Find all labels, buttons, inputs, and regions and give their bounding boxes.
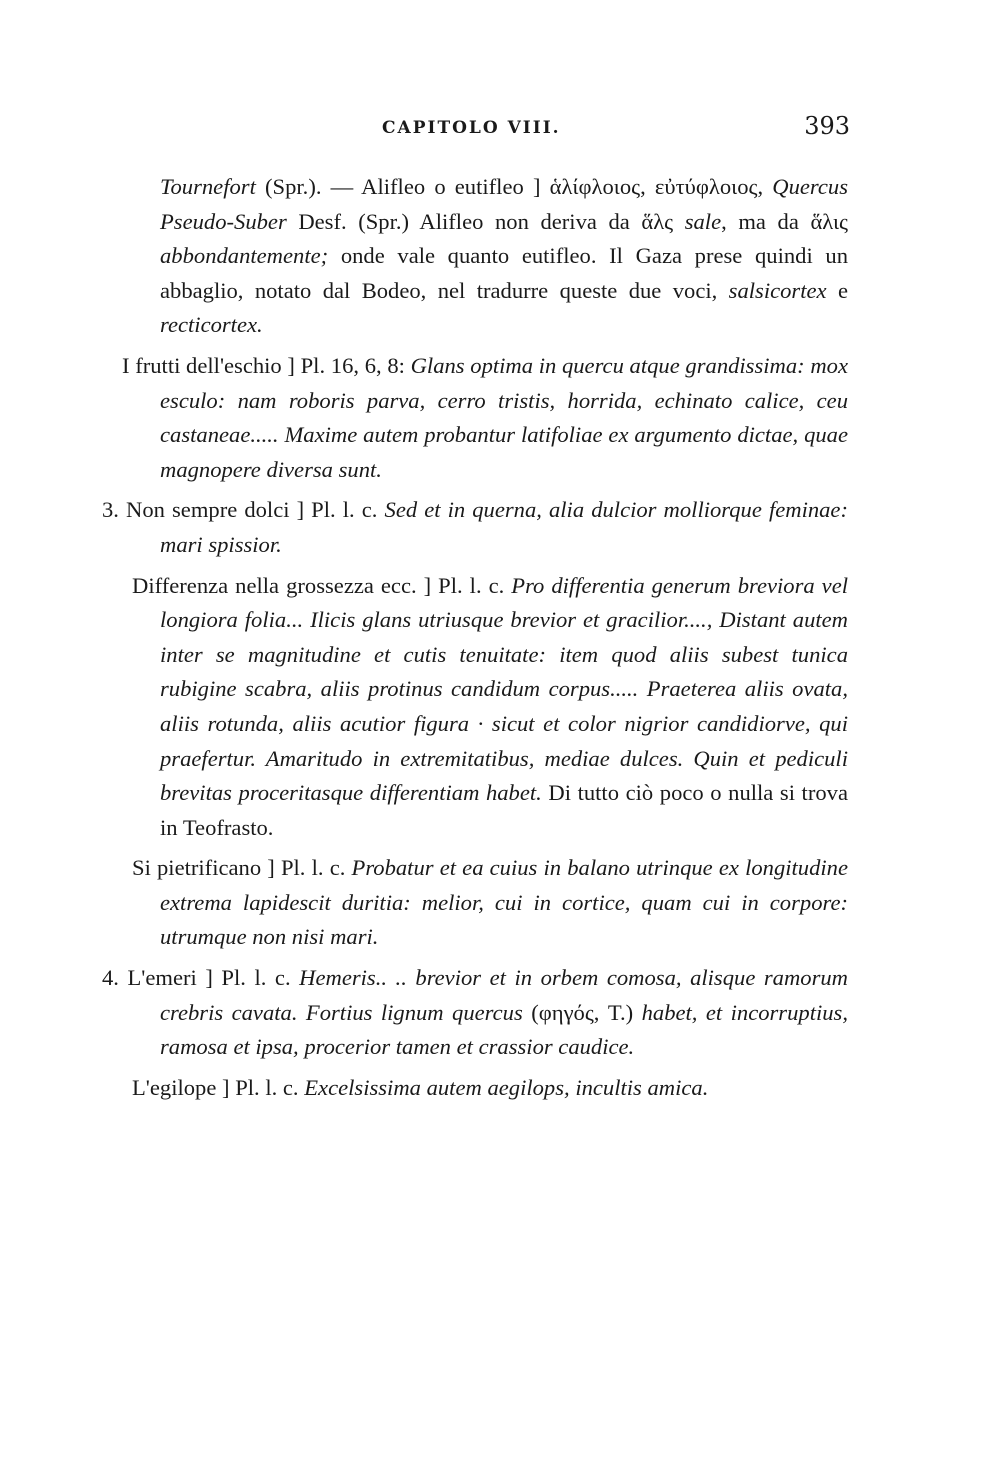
- text-run: (φηγός, T.): [522, 999, 642, 1025]
- body-text: [100, 170, 848, 1105]
- text-run: onde vale quanto eutifleo. Il Gaza prese quindi un abbaglio, notato dal Bodeo, nel tradurre queste due voci,: [160, 243, 848, 303]
- text-run: Desf. (Spr.) Alifleo non deriva da ἅλς: [286, 208, 685, 234]
- paragraph-tournefort: [100, 170, 848, 343]
- italic-run: Tournefort: [160, 174, 256, 199]
- paragraph-si-pietrificano: [100, 851, 848, 955]
- text-run: , ma da ἅλις: [721, 208, 848, 234]
- paragraph-egilope: [100, 1071, 848, 1106]
- page-number: 393: [804, 112, 850, 140]
- text-run: 4. L'emeri ] Pl. l. c.: [102, 965, 300, 991]
- paragraph-emeri: [100, 961, 848, 1065]
- italic-run: salsicortex: [728, 277, 827, 303]
- text-run: Di tutto ciò poco o nulla si trova in Teofrasto.: [160, 780, 848, 840]
- italic-run: Pro differentia generum breviora vel longiora folia... Ilicis glans utriusque brevior et gracilior...., Distant autem inter se magnitudine et cutis tenuitate: item quod aliis subest tunica rubigine scabra, aliis protinus candidum corpus..... Praeterea aliis ovata, aliis rotunda, aliis acutior figura · sicut et color nigrior candidiorve, qui praefertur. Amaritudo in extremitatibus, mediae dulces. Quin et pediculi brevitas proceritasque differentiam habet.: [160, 572, 848, 806]
- italic-run: Excelsissima autem aegilops, incultis amica.: [304, 1074, 709, 1100]
- italic-run: Sed et in querna, alia dulcior molliorque feminae: mari spissior.: [160, 497, 848, 557]
- italic-run: recticortex.: [160, 312, 263, 338]
- text-run: e: [826, 277, 848, 303]
- italic-run: Probatur et ea cuius in balano utrinque ex longitudine extrema lapidescit duritia: melior, cui in cortice, quam cui in corpore: utrumque non nisi mari.: [160, 855, 848, 950]
- italic-run: abbondantemente;: [160, 243, 329, 269]
- paragraph-frutti-eschio: [100, 349, 848, 487]
- text-run: (Spr.). — Alifleo o eutifleo ] ἁλίφλοιος, εὐτύφλοιος,: [255, 174, 773, 199]
- text-run: 3. Non sempre dolci ] Pl. l. c.: [102, 497, 385, 523]
- paragraph-non-sempre-dolci: [100, 493, 848, 562]
- paragraph-differenza-grossezza: [100, 569, 848, 846]
- running-head: CAPITOLO VIII.: [382, 118, 561, 138]
- italic-run: Glans optima in quercu atque grandissima: mox esculo: nam roboris parva, cerro tristis, horrida, echinato calice, ceu castaneae..... Maxime autem probantur latifoliae ex argumento dictae, quae magnopere diversa sunt.: [160, 352, 849, 482]
- text-run: Differenza nella grossezza ecc. ] Pl. l. c.: [132, 572, 512, 598]
- text-run: I frutti dell'eschio ] Pl. 16, 6, 8:: [122, 352, 411, 378]
- italic-run: sale: [684, 208, 722, 234]
- text-run: Si pietrificano ] Pl. l. c.: [132, 855, 352, 881]
- italic-run: Hemeris.. .. brevior et in orbem comosa, alisque ramorum crebris cavata. Fortius lignum quercus: [160, 965, 849, 1025]
- italic-run: habet, et incorruptius, ramosa et ipsa, procerior tamen et crassior caudice.: [160, 999, 848, 1060]
- italic-run: Quercus Pseudo-Suber: [160, 174, 848, 234]
- page-header: [160, 112, 850, 146]
- text-run: L'egilope ] Pl. l. c.: [132, 1074, 305, 1100]
